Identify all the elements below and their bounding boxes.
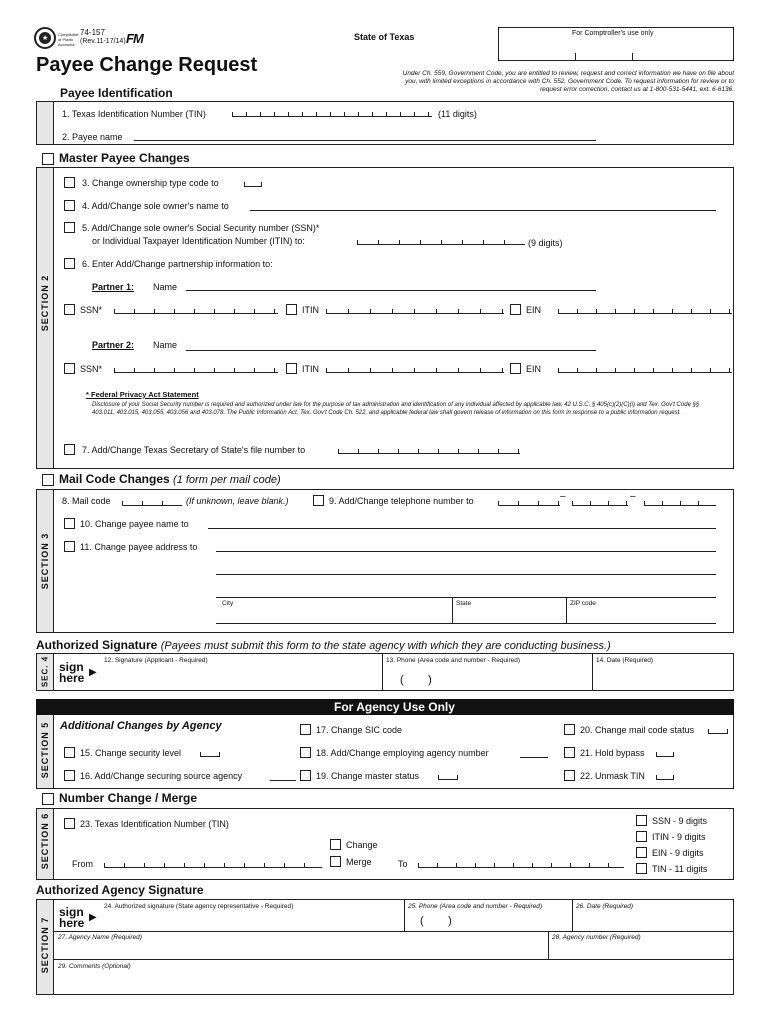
item8-label: 8. Mail code	[62, 496, 111, 506]
state-of-texas: State of Texas	[354, 32, 415, 42]
comptroller-seal: ★	[34, 27, 56, 49]
section3-checkbox[interactable]	[42, 474, 54, 486]
section6-checkbox[interactable]	[42, 793, 54, 805]
use-only-label: For Comptroller's use only	[572, 30, 654, 37]
fm-logo: FM	[126, 31, 143, 46]
page-title: Payee Change Request	[36, 54, 258, 76]
partner1-name-label: Name	[153, 282, 178, 292]
item16-label: 16. Add/Change securing source agency	[80, 771, 243, 781]
agency-number-field[interactable]	[552, 943, 730, 957]
section5-side-label: SECTION 5	[40, 721, 50, 779]
zip-label: ZIP code	[570, 600, 596, 607]
address-city-state-zip-line[interactable]	[216, 597, 716, 598]
item17-checkbox[interactable]	[300, 724, 311, 735]
comments-field[interactable]	[58, 972, 730, 992]
partner1-ein-checkbox[interactable]	[510, 304, 521, 315]
partner2-ssn-label: SSN*	[80, 364, 103, 374]
agency-name-field[interactable]	[58, 943, 542, 957]
partner1-ssn-checkbox[interactable]	[64, 304, 75, 315]
item6-checkbox[interactable]	[64, 258, 75, 269]
item9-field-line[interactable]	[644, 501, 716, 506]
section4-side-label: SEC. 4	[40, 655, 50, 688]
item16-field[interactable]	[270, 780, 296, 781]
item18-label: 18. Add/Change employing agency number	[316, 748, 489, 758]
item15-checkbox[interactable]	[64, 747, 75, 758]
section2-checkbox[interactable]	[42, 153, 54, 165]
item21-label: 21. Hold bypass	[580, 748, 645, 758]
item29-label: 29. Comments (Optional)	[58, 963, 131, 970]
payee-identification-heading: Payee Identification	[60, 86, 173, 100]
to-tin-field[interactable]	[418, 863, 624, 868]
to-label: To	[398, 859, 408, 869]
tin-hint: (11 digits)	[438, 109, 477, 119]
partner1-name-field[interactable]	[186, 290, 596, 291]
ssn9-label: SSN - 9 digits	[652, 816, 708, 826]
city-label: City	[222, 600, 234, 607]
item4-field[interactable]	[250, 210, 716, 211]
applicant-date-field[interactable]	[596, 668, 730, 688]
item6-label: 6. Enter Add/Change partnership information to:	[82, 259, 273, 269]
tin-field[interactable]	[232, 112, 432, 117]
ein9-label: EIN - 9 digits	[652, 848, 704, 858]
item16-checkbox[interactable]	[64, 770, 75, 781]
item9-label: 9. Add/Change telephone number to	[329, 496, 474, 506]
applicant-phone-field[interactable]: ( )	[400, 674, 432, 686]
item27-label: 27. Agency Name (Required)	[58, 934, 142, 941]
ein9-checkbox[interactable]	[636, 847, 647, 858]
partner2-itin-label: ITIN	[302, 364, 319, 374]
item25-label: 25. Phone (Area code and number - Required)	[408, 903, 543, 910]
partner2-label: Partner 2:	[92, 340, 135, 350]
item10-field[interactable]	[208, 528, 716, 529]
partner2-ssn-field[interactable]	[114, 368, 278, 373]
section6-heading: Number Change / Merge	[59, 791, 198, 805]
item5-hint: (9 digits)	[528, 238, 563, 248]
item20-field[interactable]	[708, 729, 728, 734]
sign-arrow-icon: ▶	[89, 667, 97, 678]
item19-field[interactable]	[438, 775, 458, 780]
agency-use-banner-text: For Agency Use Only	[334, 700, 455, 714]
item19-checkbox[interactable]	[300, 770, 311, 781]
applicant-date-label: 14. Date (Required)	[596, 657, 654, 664]
change-checkbox[interactable]	[330, 839, 341, 850]
item5-label-b: or Individual Taxpayer Identification Number (ITIN) to:	[92, 236, 305, 246]
partner1-itin-checkbox[interactable]	[286, 304, 297, 315]
partner2-itin-field[interactable]	[326, 368, 504, 373]
agency-date-field[interactable]	[576, 913, 730, 931]
section4-heading: Authorized Signature (Payees must submit this form to the state agency with which they are conducting business.)	[36, 638, 611, 652]
item4-checkbox[interactable]	[64, 200, 75, 211]
item9-field-prefix[interactable]	[572, 501, 628, 506]
item7-label: 7. Add/Change Texas Secretary of State's file number to	[82, 445, 306, 455]
partner2-ein-field[interactable]	[558, 368, 732, 373]
item7-checkbox[interactable]	[64, 444, 75, 455]
item3-field[interactable]	[244, 182, 262, 187]
tin11-label: TIN - 11 digits	[652, 864, 708, 874]
section7-heading: Authorized Agency Signature	[36, 883, 204, 897]
merge-checkbox[interactable]	[330, 856, 341, 867]
payee-name-label: 2. Payee name	[62, 132, 123, 142]
item23-label: 23. Texas Identification Number (TIN)	[80, 819, 229, 829]
section2-side-label: SECTION 2	[40, 274, 50, 332]
partner1-itin-label: ITIN	[302, 305, 319, 315]
form-number: 74-157	[80, 28, 105, 37]
item3-checkbox[interactable]	[64, 177, 75, 188]
merge-label: Merge	[346, 857, 372, 867]
item24-label: 24. Authorized signature (State agency representative - Required)	[104, 903, 294, 910]
partner2-ein-checkbox[interactable]	[510, 363, 521, 374]
item4-label: 4. Add/Change sole owner's name to	[82, 201, 229, 211]
item22-checkbox[interactable]	[564, 770, 575, 781]
agency-sign-arrow-icon: ▶	[89, 912, 97, 923]
item18-checkbox[interactable]	[300, 747, 311, 758]
item21-checkbox[interactable]	[564, 747, 575, 758]
item7-field[interactable]	[338, 449, 520, 454]
item17-label: 17. Change SIC code	[316, 725, 403, 735]
item11-label: 11. Change payee address to	[80, 542, 198, 552]
section5-heading: Additional Changes by Agency	[60, 720, 222, 732]
agency-sign-here-label: sign here	[59, 905, 85, 930]
item5-checkbox[interactable]	[64, 222, 75, 233]
partner1-ssn-field[interactable]	[114, 309, 278, 314]
item22-field[interactable]	[656, 775, 674, 780]
itin9-checkbox[interactable]	[636, 831, 647, 842]
section6-side-label: SECTION 6	[40, 812, 50, 870]
item18-field[interactable]	[520, 757, 548, 758]
partner1-label: Partner 1:	[92, 282, 135, 292]
item28-label: 28. Agency number (Required)	[552, 934, 641, 941]
address-line2[interactable]	[216, 574, 716, 575]
item20-label: 20. Change mail code status	[580, 725, 695, 735]
item8-field[interactable]	[122, 501, 182, 506]
partner2-name-field[interactable]	[186, 350, 596, 351]
from-tin-field[interactable]	[104, 863, 322, 868]
partner1-ein-label: EIN	[526, 305, 542, 315]
item15-label: 15. Change security level	[80, 748, 182, 758]
form-revision: (Rev.11-17/14)	[80, 38, 126, 45]
change-label: Change	[346, 840, 378, 850]
partner1-itin-field[interactable]	[326, 309, 504, 314]
section3-side-label: SECTION 3	[40, 532, 50, 590]
signature-label: 12. Signature (Applicant - Required)	[104, 657, 208, 664]
item8-hint: (If unknown, leave blank.)	[186, 496, 289, 506]
itin9-label: ITIN - 9 digits	[652, 832, 706, 842]
tin11-checkbox[interactable]	[636, 863, 647, 874]
agency-small-name: Comptroller of Public Accounts	[58, 32, 79, 47]
item10-label: 10. Change payee name to	[80, 519, 189, 529]
partner2-ssn-checkbox[interactable]	[64, 363, 75, 374]
partner2-ein-label: EIN	[526, 364, 542, 374]
payee-name-field[interactable]	[134, 140, 596, 141]
address-line1[interactable]	[216, 551, 716, 552]
section7-side-label: SECTION 7	[40, 916, 50, 974]
item9-checkbox[interactable]	[313, 495, 324, 506]
applicant-phone-label: 13. Phone (Area code and number - Required)	[386, 657, 521, 664]
privacy-act-title: * Federal Privacy Act Statement	[86, 390, 199, 399]
section3-heading: Mail Code Changes (1 form per mail code)	[59, 472, 281, 486]
item5-field[interactable]	[357, 240, 525, 245]
item21-field[interactable]	[656, 752, 674, 757]
agency-phone-field[interactable]: ( )	[420, 915, 452, 927]
item15-field[interactable]	[200, 752, 220, 757]
ssn9-checkbox[interactable]	[636, 815, 647, 826]
partner2-itin-checkbox[interactable]	[286, 363, 297, 374]
item3-label: 3. Change ownership type code to	[82, 178, 219, 188]
privacy-notice: Under Ch. 559, Government Code, you are entitled to review, request and correct information we have on file about you, with limited exceptions in accordance with Ch. 552, Government Code. To request information for review or to request error correction, contact us at 1-800-531-5441, ext. 6-6136.	[402, 70, 734, 93]
item19-label: 19. Change master status	[316, 771, 420, 781]
item20-checkbox[interactable]	[564, 724, 575, 735]
item9-field-area[interactable]	[498, 501, 560, 506]
partner2-name-label: Name	[153, 340, 178, 350]
agency-signature-field[interactable]	[100, 913, 400, 931]
item26-label: 26. Date (Required)	[576, 903, 634, 910]
privacy-act-text: Disclosure of your Social Security number is required and authorized under law for the purpose of tax administration and identification of any individual affected by applicable law, 42 U.S.C. § 405(c)(2)(C)(i) and Tex. Gov't Code §§ 403.011, 403.015, 403.055, 403.056 and 403.078. The Public Information Act, Tex. Gov't Code Ch. 522, and applicable federal law shall govern release of information on this form in response to a public information request.	[92, 402, 700, 416]
item11-checkbox[interactable]	[64, 541, 75, 552]
item23-checkbox[interactable]	[64, 818, 75, 829]
partner1-ein-field[interactable]	[558, 309, 732, 314]
section2-heading: Master Payee Changes	[59, 151, 190, 165]
state-label: State	[456, 600, 472, 607]
item5-label-a: 5. Add/Change sole owner's Social Security number (SSN)*	[82, 223, 320, 233]
item10-checkbox[interactable]	[64, 518, 75, 529]
signature-field[interactable]	[100, 668, 380, 688]
item22-label: 22. Unmask TIN	[580, 771, 645, 781]
from-label: From	[72, 859, 93, 869]
tin-label: 1. Texas Identification Number (TIN)	[62, 109, 206, 119]
sign-here-label: sign here	[59, 660, 85, 685]
partner1-ssn-label: SSN*	[80, 305, 103, 315]
